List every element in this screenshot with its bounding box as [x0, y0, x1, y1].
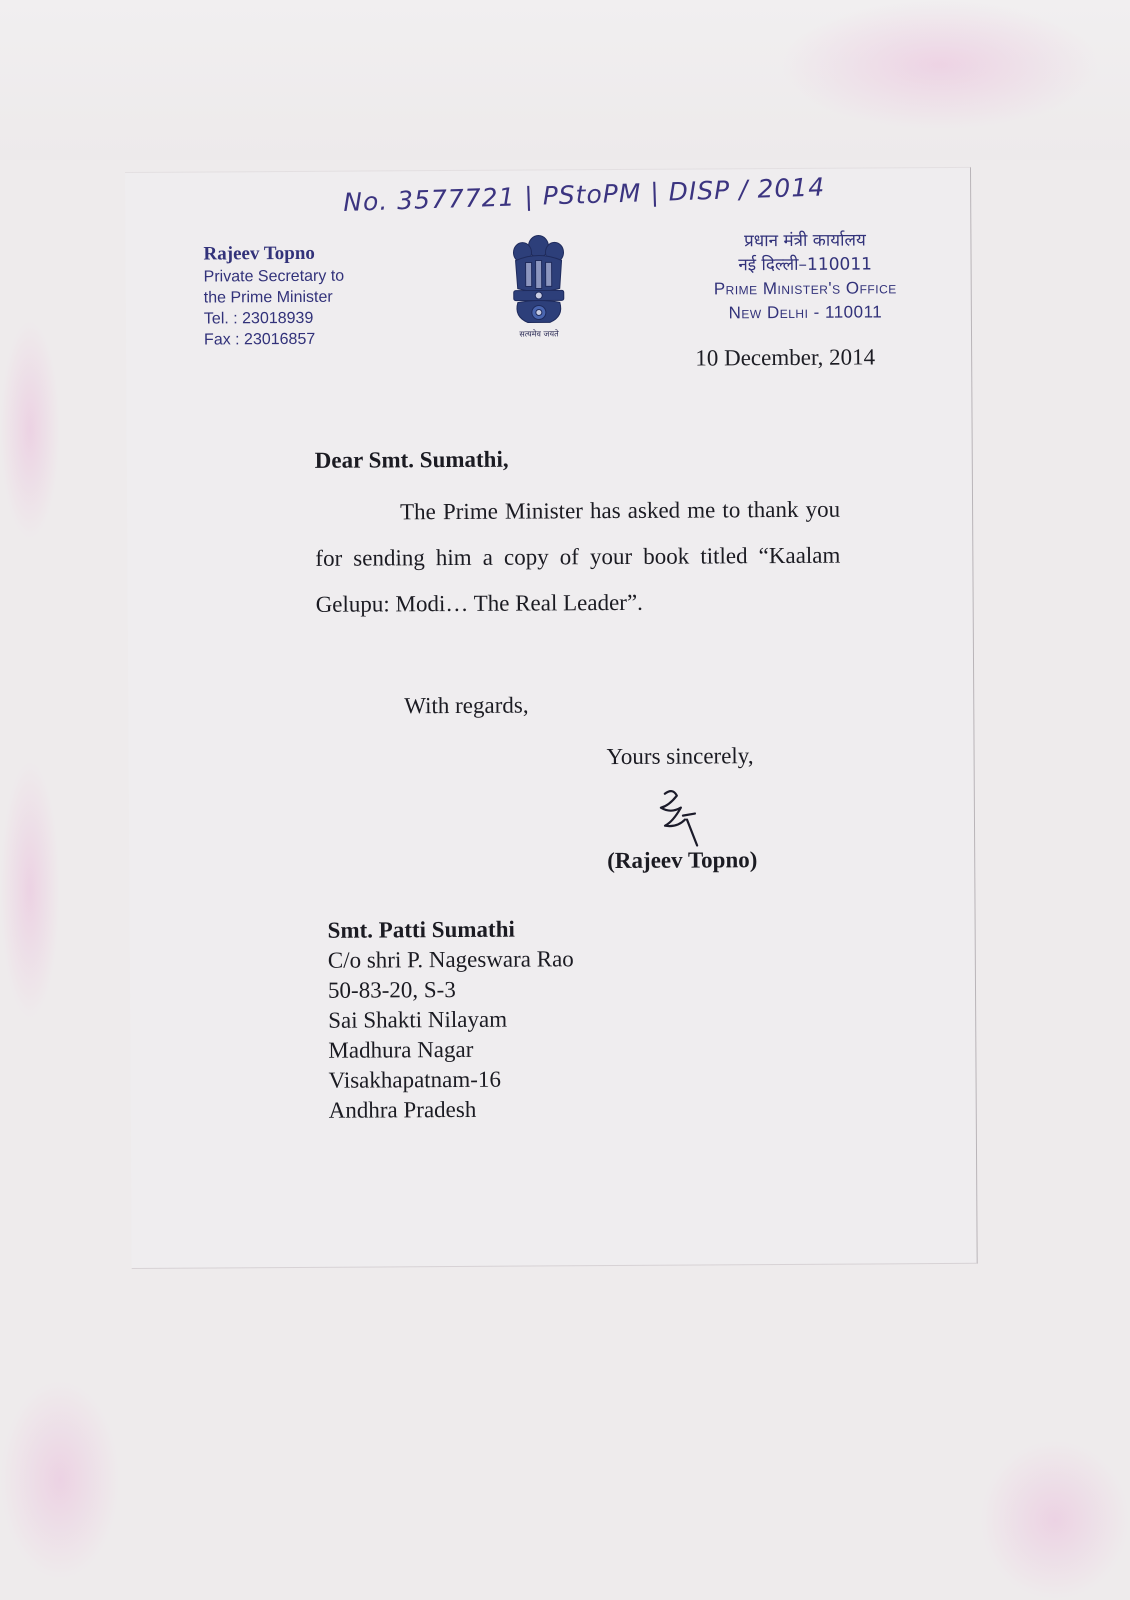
office-english-line1: Prime Minister's Office [713, 278, 897, 299]
office-address-block [713, 228, 897, 325]
office-hindi-line1: प्रधान मंत्री कार्यालय [743, 230, 866, 252]
regards-line: With regards, [404, 692, 529, 719]
letter-sheet [125, 167, 978, 1269]
recipient-address-line: C/o shri P. Nageswara Rao [327, 946, 574, 973]
sender-title-line2: the Prime Minister [203, 288, 333, 307]
scan-stain [0, 1380, 120, 1580]
sender-title-line1: Private Secretary to [203, 267, 345, 286]
ashoka-emblem-icon [505, 232, 572, 342]
letter-body: The Prime Minister has asked me to thank you for sending him a copy of your book titled “Kaalam Gelupu: Modi… The Real Leader”. [315, 496, 841, 617]
scan-stain [0, 760, 60, 1020]
scan-stain [0, 320, 60, 540]
handwritten-signature-icon [651, 785, 721, 855]
recipient-address-line: Andhra Pradesh [328, 1096, 477, 1123]
recipient-address-line: Visakhapatnam-16 [328, 1066, 501, 1093]
recipient-address-line: Sai Shakti Nilayam [328, 1006, 508, 1033]
letter-date: 10 December, 2014 [695, 344, 876, 371]
emblem-motto: सत्यमेव जयते [519, 329, 559, 339]
recipient-address-line: Madhura Nagar [328, 1036, 474, 1063]
sender-tel: Tel. : 23018939 [203, 309, 314, 328]
recipient-address-line: 50-83-20, S-3 [327, 976, 456, 1003]
scan-stain [980, 1440, 1130, 1600]
sender-fax: Fax : 23016857 [203, 330, 316, 349]
sender-name: Rajeev Topno [203, 242, 315, 265]
office-hindi-line2: नई दिल्ली–110011 [738, 254, 872, 276]
salutation: Dear Smt. Sumathi, [314, 446, 509, 473]
recipient-address [328, 914, 575, 1125]
signer-name: (Rajeev Topno) [607, 847, 758, 874]
closing-line: Yours sincerely, [606, 743, 754, 770]
sender-block [203, 242, 344, 351]
recipient-name: Smt. Patti Sumathi [327, 916, 515, 943]
scan-stain [780, 0, 1100, 130]
handwritten-reference-number: No. 3577721 | PStoPM | DISP / 2014 [342, 172, 826, 217]
office-english-line2: New Delhi - 110011 [728, 302, 883, 323]
